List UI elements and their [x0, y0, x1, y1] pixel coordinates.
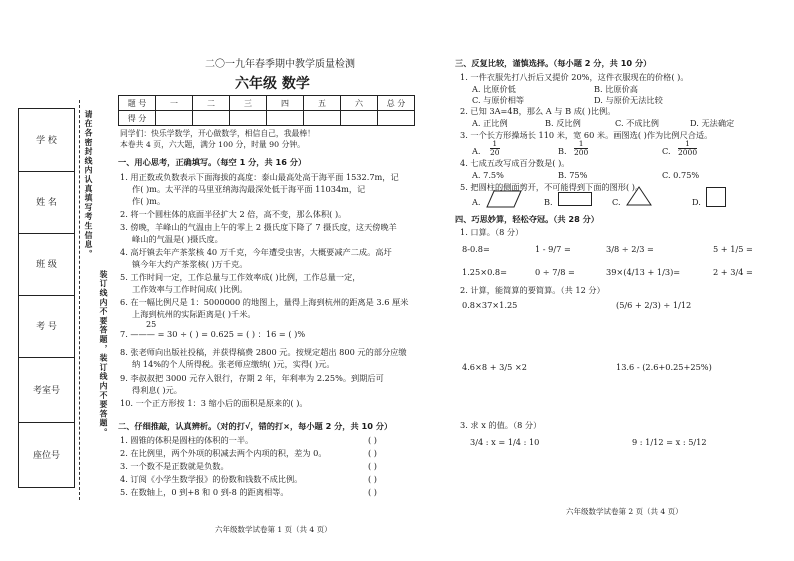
s3-q2-opt: D. 无法确定: [690, 118, 735, 128]
s1-line: 1. 用正数或负数表示下面海拔的高度：泰山最高处高于海平面 1532.7m，记: [120, 172, 399, 182]
s3-q4-opt: B. 75%: [558, 170, 588, 180]
s1-line: 8. 张老师向出版社投稿，并获得稿费 2800 元。按规定超出 800 元的部分应缴: [120, 347, 407, 357]
section2-title: 二、仔细推敲，认真辨析。（对的打√，错的打×，每小题 2 分，共 10 分）: [118, 421, 393, 431]
s3-q5-opt: B.: [544, 197, 553, 207]
page2-footer: 六年级数学试卷第 2 页（共 4 页）: [566, 507, 683, 516]
section3-title: 三、反复比较，谨慎选择。（每小题 2 分，共 10 分）: [455, 58, 652, 68]
fraction-1-200: $\frac{1}{200}$: [574, 139, 589, 157]
s3-q5-opt: D.: [692, 197, 701, 207]
field-exam-number: 考 号: [19, 295, 74, 358]
s2-item: 4. 订阅《小学生数学报》的份数和钱数不成比例。: [120, 474, 303, 484]
section4-title: 四、巧思妙算，轻松夺冠。（共 28 分）: [455, 214, 599, 224]
oral-item: 1.25×0.8=: [462, 267, 507, 277]
s1-line: 纳 14%的个人所得税。张老师应缴纳( )元，实得( )元。: [132, 359, 335, 369]
solve-title: 3. 求 x 的值。（8 分）: [460, 420, 542, 430]
s2-item: 1. 圆锥的体积是圆柱的体积的一半。: [120, 435, 254, 445]
s1-line: 得利息( )元。: [132, 385, 182, 395]
field-exam-room: 考室号: [19, 357, 74, 423]
s2-item: 5. 在数轴上，0 到+8 和 0 到-8 的距离相等。: [120, 487, 289, 497]
parallelogram-shape: [486, 190, 522, 208]
field-name: 姓 名: [19, 171, 74, 234]
s1-line: 6. 在一幅比例尺是 1：5000000 的地图上，量得上海到杭州的距离是 3.6 厘米: [120, 297, 409, 307]
s1-line: 5. 工作时间一定，工作总量与工作效率成( )比例，工作总量一定，: [120, 272, 361, 282]
binding-info-strip: [18, 108, 75, 488]
oral-calc-title: 1. 口算。（8 分）: [460, 227, 524, 237]
s3-q5-opt: C.: [612, 197, 621, 207]
s1-line: 10. 一个正方形按 1：3 缩小后的面积是原来的( )。: [120, 398, 308, 408]
calc-item: 4.6×8 + 3/5 ×2: [462, 362, 528, 372]
section1-title: 一、用心思考，正确填写。（每空 1 分，共 16 分）: [118, 157, 307, 167]
s3-q1-opt: B. 比原价高: [594, 84, 638, 94]
answer-bracket[interactable]: ( ): [368, 474, 377, 484]
s3-q2-opt: A. 正比例: [472, 118, 508, 128]
s1-line: 4. 高圩镇去年产茶浆核 40 万千克，今年遭受虫害，大概要减产二成。高圩: [120, 247, 392, 257]
oral-item: 1 - 9/7 =: [535, 244, 571, 254]
calc-title: 2. 计算，能简算的要简算。（共 12 分）: [460, 285, 605, 295]
field-class: 班 级: [19, 233, 74, 296]
answer-bracket[interactable]: ( ): [368, 487, 377, 497]
s3-q2: 2. 已知 3A=4B，那么 A 与 B 成( )比例。: [460, 106, 616, 116]
s3-q5: 5. 把圆柱的侧面剪开，不可能得到下面的图形( )。: [460, 182, 644, 192]
s3-q1-opt: C. 与原价相等: [472, 95, 525, 105]
rectangle-shape: [558, 192, 592, 206]
oral-item: 39×(4/13 + 1/3)=: [606, 267, 681, 277]
s1-line: 3. 傍晚，羊峰山的气温由上午的零上 2 摄氏度下降了 7 摄氏度，这天傍晚羊: [120, 222, 397, 232]
answer-bracket[interactable]: ( ): [368, 435, 377, 445]
binding-line: [79, 100, 80, 500]
oral-item: 5 + 1/5 =: [713, 244, 753, 254]
s3-q1-opt: D. 与原价无法比较: [594, 95, 663, 105]
s1-line: 9. 李叔叔把 3000 元存入银行，存期 2 年，年利率为 2.25%。到期后可: [120, 373, 384, 383]
s1-line: 峰山的气温是( )摄氏度。: [132, 234, 223, 244]
s1-line: 作( )m。: [132, 196, 166, 206]
intro-text: 同学们：快乐学数学，开心做数学，相信自己，我最棒！: [120, 129, 315, 138]
notice-no-answer: 装订线内不要答题，装订线内不要答题。: [99, 270, 108, 438]
oral-item: 3/8 ÷ 2/3 =: [606, 244, 654, 254]
oral-item: 2 + 3/4 =: [713, 267, 753, 277]
field-seat: 座位号: [32, 451, 60, 461]
solve-item: 3/4 : x = 1/4 : 10: [470, 437, 540, 447]
s3-q4-opt: A. 7.5%: [472, 170, 504, 180]
fraction-1-20: $\frac{1}{20}$: [490, 139, 500, 157]
s3-q5-opt: A.: [472, 197, 481, 207]
s1-line: 工作效率与工作时间成( )比例。: [132, 284, 248, 294]
s1-line: 上海到杭州的实际距离是( )千米。: [132, 309, 256, 319]
field-school: 学 校: [19, 109, 74, 172]
exam-info: 本卷共 4 页，六大题，满分 100 分，时量 90 分钟。: [120, 140, 305, 149]
s3-q3-opt: C.: [662, 146, 671, 156]
s1-line: 2. 将一个圆柱体的底面半径扩大 2 倍，高不变，那么体积( )。: [120, 209, 347, 219]
calc-item: 13.6 - (2.6+0.25+25%): [616, 362, 712, 372]
oral-item: 0 ÷ 7/8 =: [535, 267, 575, 277]
s3-q2-opt: C. 不成比例: [615, 118, 659, 128]
triangle-shape: [626, 186, 652, 206]
s3-q1: 1. 一件衣服先打八折后又提价 20%，这件衣服现在的价格( )。: [460, 72, 689, 82]
s3-q1-opt: A. 比原价低: [472, 84, 516, 94]
s1-line: 镇今年大约产茶浆核( )万千克。: [132, 259, 248, 269]
calc-item: (5/6 + 2/3) ÷ 1/12: [616, 300, 692, 310]
calc-item: 0.8×37×1.25: [462, 300, 518, 310]
page1-footer: 六年级数学试卷第 1 页（共 4 页）: [215, 525, 332, 534]
s3-q4: 4. 七成五改写成百分数是( )。: [460, 158, 570, 168]
fraction-1-2000: $\frac{1}{2000}$: [678, 139, 698, 157]
s1-line-q7: 7. ——— = 30 ÷ ( ) = 0.625 = ( ) ：16 = ( )%: [120, 329, 306, 339]
s3-q4-opt: C. 0.75%: [662, 170, 700, 180]
answer-bracket[interactable]: ( ): [368, 461, 377, 471]
answer-bracket[interactable]: ( ): [368, 448, 377, 458]
grade-subject-title: 六年级 数学: [235, 76, 310, 92]
exam-title: 二〇一九年春季期中教学质量检测: [205, 59, 355, 70]
s3-q2-opt: B. 反比例: [545, 118, 581, 128]
s3-q3-opt: B.: [558, 146, 567, 156]
s1-line: 作( )m。太平洋的马里亚纳海沟最深处低于海平面 11034m，记: [132, 184, 366, 194]
q7-numerator: 25: [146, 320, 157, 329]
score-table: 题 号 一 二 三 四 五 六 总 分 得 分: [118, 95, 415, 126]
s3-q3: 3. 一个长方形操场长 110 米，宽 60 米。画图选( )作为比例尺合适。: [460, 130, 713, 140]
s2-item: 3. 一个数不是正数就是负数。: [120, 461, 229, 471]
s3-q3-opt: A.: [472, 146, 481, 156]
notice-fill-info: 请在各密封线内认真填写考生信息。: [84, 110, 93, 259]
square-shape: [706, 187, 726, 207]
s2-item: 2. 在比例里，两个外项的积减去两个内项的积，差为 0。: [120, 448, 327, 458]
solve-item: 9 : 1/12 = x : 5/12: [632, 437, 707, 447]
oral-item: 8-0.8=: [462, 244, 490, 254]
